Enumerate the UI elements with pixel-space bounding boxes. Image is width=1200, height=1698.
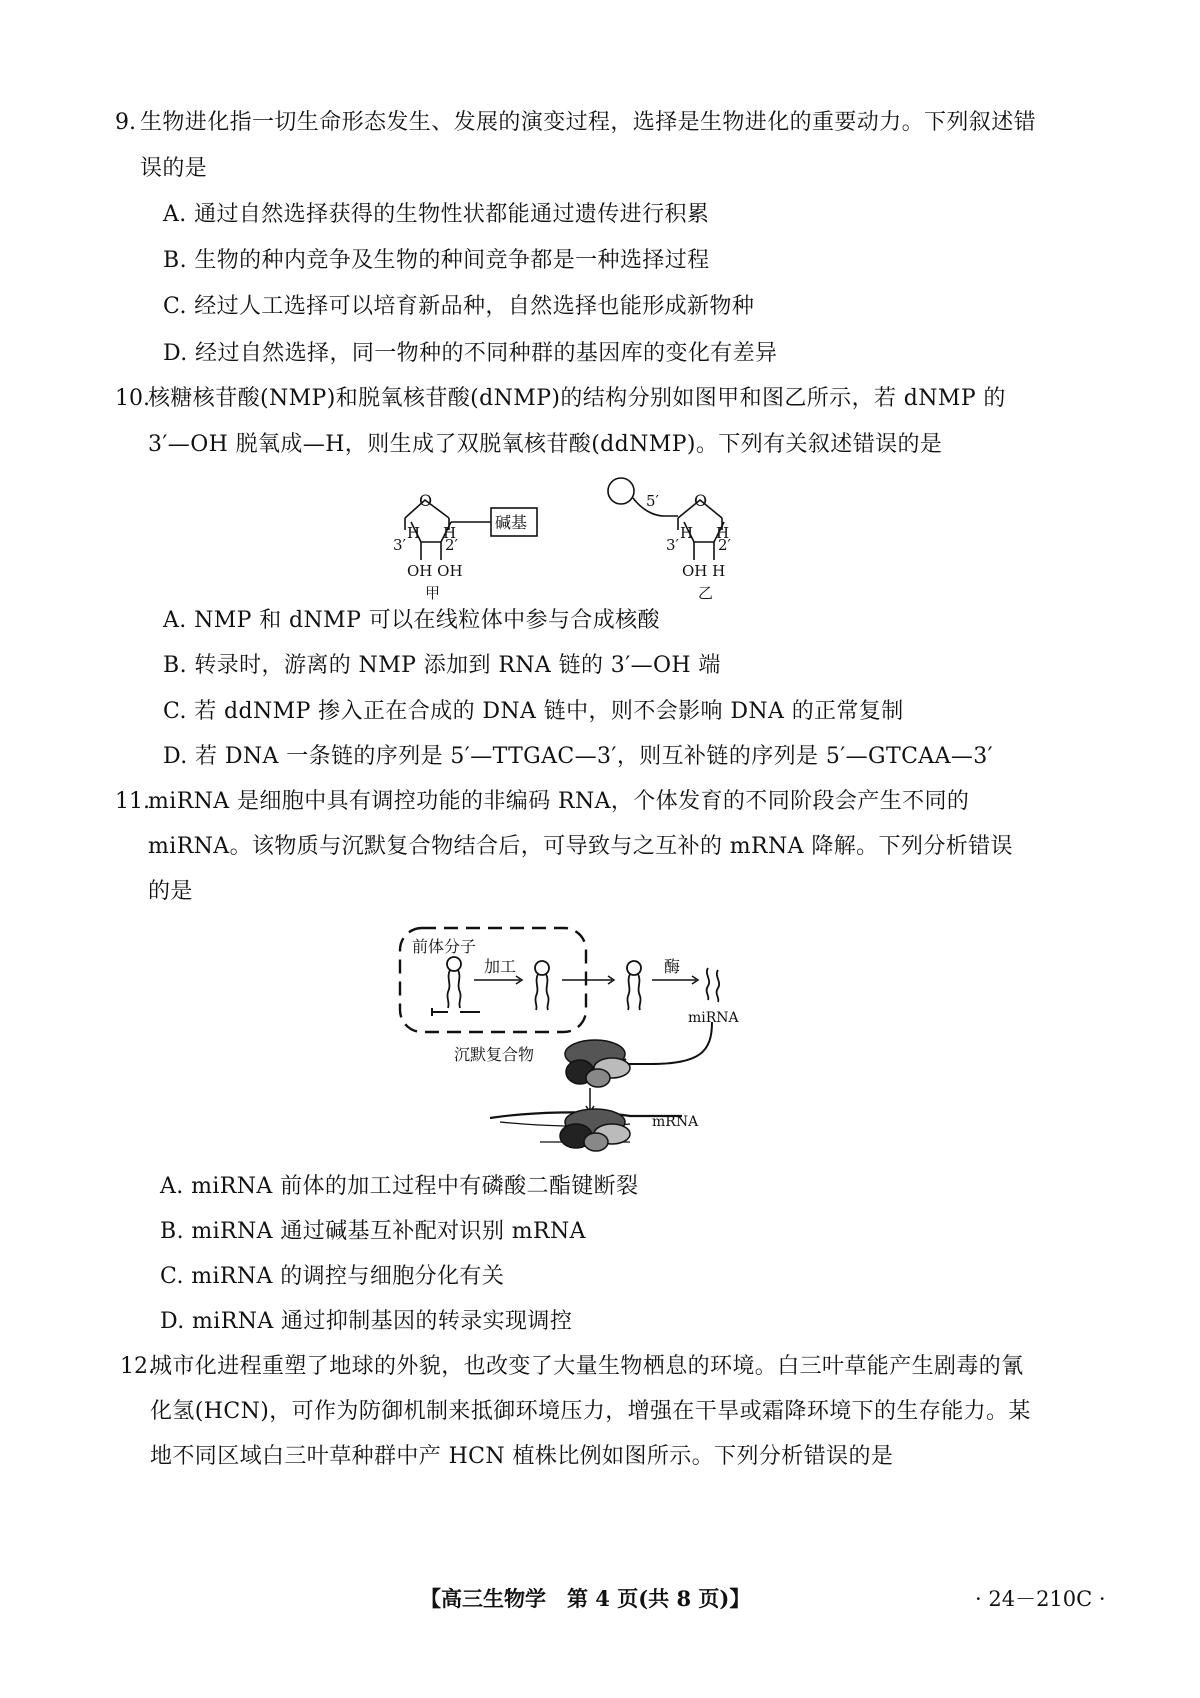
jia-base-label: 碱基: [495, 513, 528, 532]
q11-option-d: D. miRNA 通过抑制基因的转录实现调控: [160, 1309, 573, 1334]
q10-option-d: D. 若 DNA 一条链的序列是 5′—TTGAC—3′，则互补链的序列是 5′—GTCAA—3′: [163, 744, 994, 769]
yi-caption: 乙: [698, 584, 714, 602]
q9-stem-line2: 误的是: [140, 156, 208, 181]
q11-stem-line3: 的是: [148, 879, 193, 904]
q9-stem-line1: 生物进化指一切生命形态发生、发展的演变过程，选择是生物进化的重要动力。下列叙述错: [140, 110, 1037, 135]
q11-stem-line2: miRNA。该物质与沉默复合物结合后，可导致与之互补的 mRNA 降解。下列分析错误: [148, 834, 1013, 859]
jia-caption: 甲: [425, 584, 441, 602]
yi-3-prime: 3′: [666, 536, 679, 554]
jia-2-prime: 2′: [445, 536, 458, 554]
q11-number: 11.: [115, 789, 150, 814]
mirna-pathway-diagram: [390, 922, 770, 1164]
process-label: 加工: [484, 957, 517, 976]
yi-h-left: H: [680, 524, 694, 542]
q11-stem-line1: miRNA 是细胞中具有调控功能的非编码 RNA，个体发育的不同阶段会产生不同的: [148, 789, 970, 814]
yi-5-prime: 5′: [646, 492, 659, 510]
q9-option-b: B. 生物的种内竞争及生物的种间竞争都是一种选择过程: [163, 248, 710, 273]
q9-option-a: A. 通过自然选择获得的生物性状都能通过遗传进行积累: [163, 202, 710, 227]
mirna-label: miRNA: [688, 1010, 739, 1026]
figure-jia: [385, 478, 555, 603]
mrna-label: mRNA: [652, 1114, 699, 1130]
q10-option-a: A. NMP 和 dNMP 可以在线粒体中参与合成核酸: [163, 608, 660, 633]
jia-bottom-groups: OH OH: [407, 562, 463, 580]
complex-label: 沉默复合物: [454, 1045, 535, 1064]
jia-h-right: H: [443, 524, 457, 542]
ribose-diagram-jia: [385, 478, 555, 603]
q12-number: 12.: [120, 1354, 155, 1379]
jia-o-label: O: [419, 491, 433, 510]
yi-o-label: O: [694, 491, 708, 510]
q12-stem-line2: 化氢(HCN)，可作为防御机制来抵御环境压力，增强在干旱或霜降环境下的生存能力。某: [150, 1399, 1031, 1424]
q9-option-c: C. 经过人工选择可以培育新品种，自然选择也能形成新物种: [163, 294, 755, 319]
q10-number: 10.: [115, 386, 150, 411]
q12-stem-line1: 城市化进程重塑了地球的外貌，也改变了大量生物栖息的环境。白三叶草能产生剧毒的氰: [150, 1354, 1024, 1379]
q10-option-b: B. 转录时，游离的 NMP 添加到 RNA 链的 3′—OH 端: [163, 653, 721, 678]
q11-option-a: A. miRNA 前体的加工过程中有磷酸二酯键断裂: [160, 1174, 639, 1199]
precursor-label: 前体分子: [412, 937, 477, 956]
q11-option-c: C. miRNA 的调控与细胞分化有关: [160, 1264, 505, 1289]
yi-h-right: H: [716, 524, 730, 542]
q12-stem-line3: 地不同区域白三叶草种群中产 HCN 植株比例如图所示。下列分析错误的是: [150, 1444, 894, 1469]
page-footer-code: · 24－210C ·: [975, 1587, 1106, 1611]
q9-option-d: D. 经过自然选择，同一物种的不同种群的基因库的变化有差异: [163, 341, 778, 366]
page-footer-title: 【高三生物学 第 4 页(共 8 页)】: [420, 1586, 751, 1611]
deoxyribose-diagram-yi: [602, 472, 762, 602]
yi-2-prime: 2′: [718, 536, 731, 554]
q10-stem-line2: 3′—OH 脱氧成—H，则生成了双脱氧核苷酸(ddNMP)。下列有关叙述错误的是: [148, 432, 943, 457]
figure-yi: [602, 472, 762, 602]
q10-stem-line1: 核糖核苷酸(NMP)和脱氧核苷酸(dNMP)的结构分别如图甲和图乙所示，若 dNMP 的: [148, 386, 1006, 411]
q9-number: 9.: [115, 110, 136, 135]
q10-option-c: C. 若 ddNMP 掺入正在合成的 DNA 链中，则不会影响 DNA 的正常复制: [163, 699, 904, 724]
mirna-pathway-figure: [390, 922, 770, 1164]
enzyme-label: 酶: [664, 957, 681, 976]
jia-3-prime: 3′: [393, 536, 406, 554]
jia-h-left: H: [407, 524, 421, 542]
yi-bottom-groups: OH H: [682, 562, 726, 580]
q11-option-b: B. miRNA 通过碱基互补配对识别 mRNA: [160, 1219, 586, 1244]
